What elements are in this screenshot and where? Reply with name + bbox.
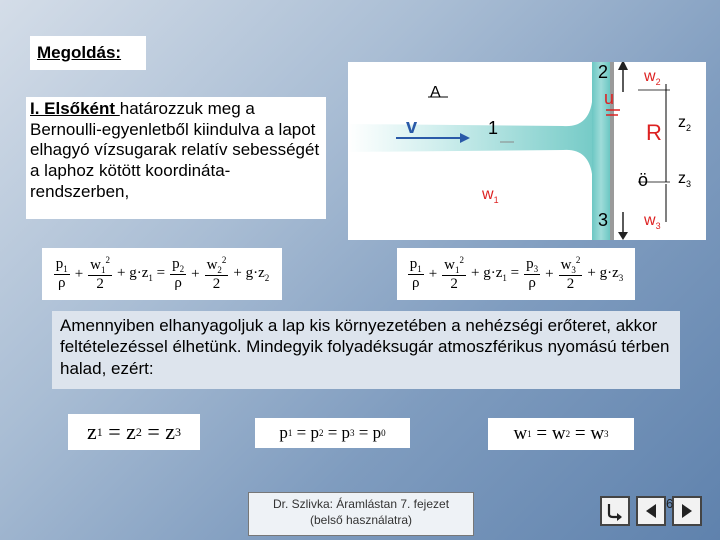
forward-icon xyxy=(679,503,695,519)
previous-slide-button[interactable] xyxy=(636,496,666,526)
label-w1: $w_1$ xyxy=(482,186,499,206)
bernoulli-eq-12: $\frac{p_1}{\rho}$ + $\frac{w_1^2}{2}$ + $g\cdot z_1$ = $\frac{p_2}{\rho}$ + $\frac{w_2^2}{2}$ + $g\cdot z_2$ xyxy=(42,248,282,300)
label-v: v xyxy=(406,116,418,138)
footer-caption xyxy=(248,492,474,536)
page-number: 6 xyxy=(666,496,674,511)
footer-line-1: Dr. Szlivka: Áramlástan 7. fejezet xyxy=(272,497,450,511)
label-u: u xyxy=(604,88,615,108)
bernoulli-eq-13: $\frac{p_1}{\rho}$ + $\frac{w_1^2}{2}$ + $g\cdot z_1$ = $\frac{p_3}{\rho}$ + $\frac{w_3^2}{2}$ + $g\cdot z_3$ xyxy=(397,248,635,300)
next-slide-button[interactable] xyxy=(672,496,702,526)
intro-lead: I. Elsőként xyxy=(30,99,120,118)
label-z2: $z_2$ xyxy=(678,114,692,134)
label-R: R xyxy=(646,120,662,145)
label-w2: $w_2$ xyxy=(644,68,661,88)
back-icon xyxy=(643,503,659,519)
condition-p: p 1 = p 2 = p 3 = p 0 xyxy=(255,418,410,448)
label-w3: $w_3$ xyxy=(644,212,661,232)
return-icon xyxy=(605,501,625,521)
label-z3: $z_3$ xyxy=(678,170,692,190)
intro-rest: határozzuk meg a Bernoulli-egyenletből kiindulva a lapot elhagyó vízsugarak relatív sebességét a laphoz kötött koordináta-rendszerben, xyxy=(30,99,320,201)
label-3: 3 xyxy=(598,210,609,230)
label-o: ö xyxy=(638,170,649,190)
footer-line-2: (belső használatra) xyxy=(309,512,413,527)
condition-w: w 1 = w 2 = w 3 xyxy=(488,418,634,450)
slide-title: Megoldás: xyxy=(30,36,146,70)
figure-labels xyxy=(348,62,706,240)
label-A: A xyxy=(430,84,441,101)
label-2: 2 xyxy=(598,62,609,82)
return-button[interactable] xyxy=(600,496,630,526)
intro-text xyxy=(26,97,326,219)
label-1: 1 xyxy=(488,118,499,138)
jet-plate-figure xyxy=(348,62,706,240)
condition-z: z 1 = z 2 = z 3 xyxy=(68,414,200,450)
assumption-note: Amennyiben elhanyagoljuk a lap kis környezetében a nehézségi erőteret, akkor feltételezéssel élhetünk. Mindegyik folyadéksugár atmoszférikus nyomású térben halad, ezért: xyxy=(52,311,680,389)
